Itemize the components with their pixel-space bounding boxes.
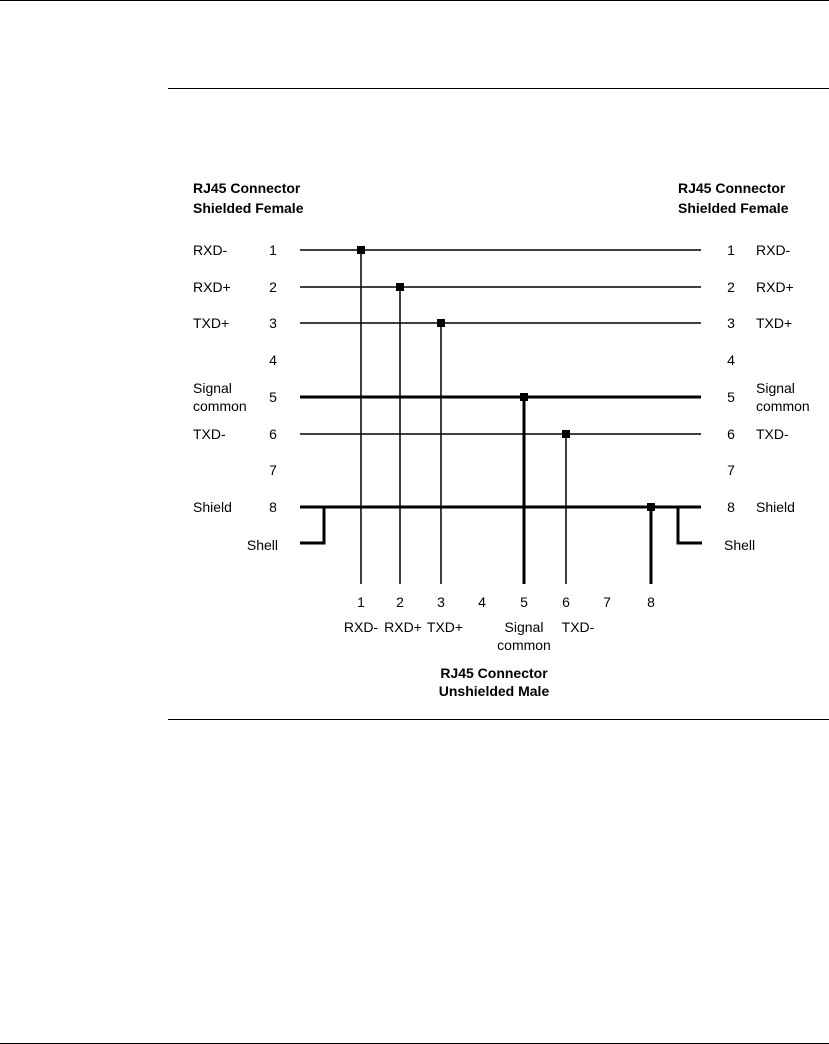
left-pin-number-7: 7 (269, 462, 277, 478)
right-pin-label-1: RXD- (756, 242, 791, 258)
right-pin-number-3: 3 (727, 315, 735, 331)
right-pin-label-5-line2: common (756, 398, 810, 414)
male-pin-label-5-line1: Signal (504, 619, 544, 635)
junction-dot-pin-6 (562, 430, 570, 438)
junction-dot-pin-5 (520, 393, 528, 401)
left-shell-ground-line (300, 506, 324, 543)
right-pin-number-5: 5 (727, 389, 735, 405)
male-pin-number-3: 3 (437, 594, 445, 610)
left-pin-number-3: 3 (269, 315, 277, 331)
male-pin-label-1: RXD- (343, 619, 379, 635)
right-pin-label-2: RXD+ (756, 279, 794, 295)
male-pin-number-7: 7 (603, 594, 611, 610)
left-connector-title-line1: RJ45 Connector (193, 180, 301, 196)
right-connector-title-line2: Shielded Female (678, 200, 789, 216)
male-pin-label-3: TXD+ (426, 619, 464, 635)
left-pin-number-6: 6 (269, 426, 277, 442)
right-pin-number-2: 2 (727, 279, 735, 295)
left-pin-number-5: 5 (269, 389, 277, 405)
left-pin-number-1: 1 (269, 242, 277, 258)
right-shell-label: Shell (724, 537, 756, 553)
male-pin-number-2: 2 (396, 594, 404, 610)
right-pin-label-5-line1: Signal (756, 380, 795, 396)
left-pin-label-5-line1: Signal (193, 380, 232, 396)
right-connector-title-line1: RJ45 Connector (678, 180, 786, 196)
left-connector-title-line2: Shielded Female (193, 200, 304, 216)
left-pin-number-2: 2 (269, 279, 277, 295)
left-pin-label-5-line2: common (193, 398, 247, 414)
male-pin-number-1: 1 (357, 594, 365, 610)
left-pin-number-4: 4 (269, 352, 277, 368)
male-pin-number-8: 8 (647, 594, 655, 610)
right-pin-number-4: 4 (727, 352, 735, 368)
left-pin-label-8: Shield (193, 499, 232, 515)
left-pin-label-2: RXD+ (193, 279, 231, 295)
right-pin-label-6: TXD- (756, 426, 789, 442)
right-shell-ground-line (678, 506, 702, 543)
left-pin-label-1: RXD- (193, 242, 228, 258)
right-pin-label-8: Shield (756, 499, 795, 515)
left-pin-label-6: TXD- (193, 426, 226, 442)
right-pin-number-6: 6 (727, 426, 735, 442)
wires-group (300, 246, 701, 584)
male-pin-number-5: 5 (520, 594, 528, 610)
junction-dot-pin-3 (437, 319, 445, 327)
right-pin-number-8: 8 (727, 499, 735, 515)
right-pin-label-3: TXD+ (756, 315, 793, 331)
right-pin-number-1: 1 (727, 242, 735, 258)
junction-dot-pin-1 (357, 246, 365, 254)
male-pin-number-6: 6 (562, 594, 570, 610)
right-pin-number-7: 7 (727, 462, 735, 478)
male-pin-label-2: RXD+ (384, 619, 422, 635)
left-pin-label-3: TXD+ (193, 315, 230, 331)
male-connector-title-line2: Unshielded Male (438, 683, 550, 699)
left-shell-label: Shell (246, 537, 278, 553)
left-pin-number-8: 8 (269, 499, 277, 515)
male-pin-label-5-line2: common (497, 637, 551, 653)
male-pin-label-6: TXD- (561, 619, 595, 635)
left-pin-labels (193, 242, 277, 515)
male-pin-labels (344, 594, 655, 653)
male-connector-title-line1: RJ45 Connector (440, 665, 548, 681)
junction-dot-pin-8 (647, 503, 655, 511)
male-pin-number-4: 4 (478, 594, 486, 610)
right-pin-labels (727, 242, 810, 515)
junction-dot-pin-2 (396, 283, 404, 291)
